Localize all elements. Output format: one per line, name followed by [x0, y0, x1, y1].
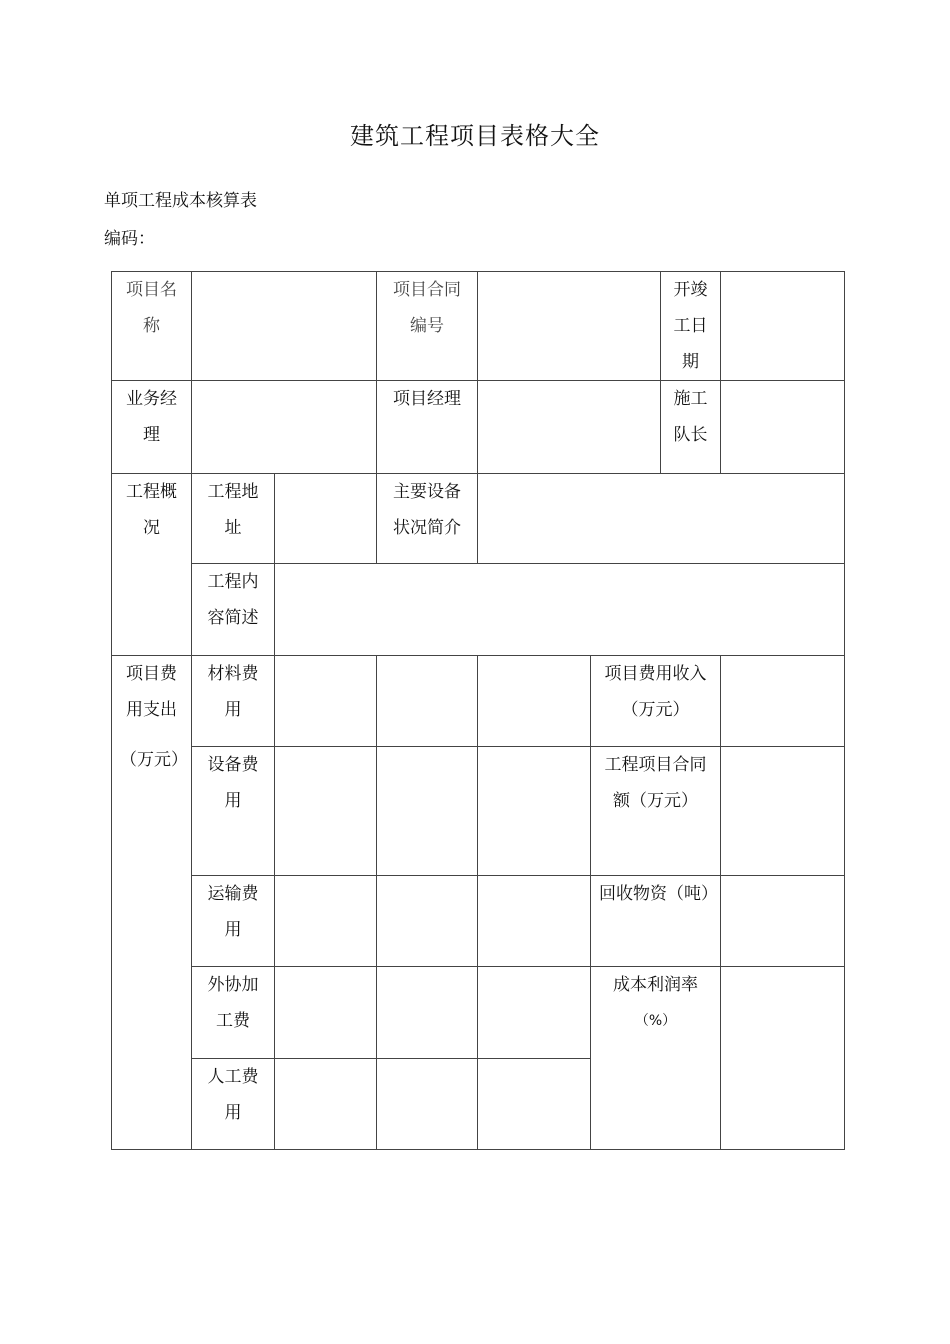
recycled-label: 回收物资（吨） — [591, 876, 721, 967]
table-row — [112, 967, 845, 1059]
outsourcing-field-3[interactable] — [478, 967, 591, 1059]
project-manager-label: 项目经理 — [377, 381, 478, 474]
material-field-1[interactable] — [275, 656, 377, 747]
recycled-field[interactable] — [721, 876, 845, 967]
contract-no-label: 项目合同编号 — [377, 272, 478, 381]
equipment-cost-field-1[interactable] — [275, 747, 377, 876]
profit-rate-label: 成本利润率 — [613, 975, 698, 995]
labor-field-3[interactable] — [478, 1059, 591, 1150]
income-field[interactable] — [721, 656, 845, 747]
table-row — [112, 564, 845, 656]
code-label: 编码： — [104, 229, 155, 249]
table-row — [112, 876, 845, 967]
material-field-2[interactable] — [377, 656, 478, 747]
profit-rate-cell — [591, 967, 721, 1150]
form-subtitle: 单项工程成本核算表 — [104, 191, 257, 211]
overview-label: 工程概况 — [112, 474, 192, 656]
outsourcing-field-1[interactable] — [275, 967, 377, 1059]
transport-field-3[interactable] — [478, 876, 591, 967]
outsourcing-field-2[interactable] — [377, 967, 478, 1059]
project-name-field[interactable] — [192, 272, 377, 381]
table-row — [112, 747, 845, 876]
contract-amount-field[interactable] — [721, 747, 845, 876]
material-label: 材料费用 — [192, 656, 275, 747]
expense-unit: （万元） — [120, 750, 188, 770]
cost-accounting-table — [111, 271, 845, 1150]
outsourcing-label: 外协加工费 — [192, 967, 275, 1059]
content-label: 工程内容简述 — [192, 564, 275, 656]
expense-label: 项目费用支出 — [126, 664, 177, 720]
project-name-label: 项目名称 — [112, 272, 192, 381]
start-end-date-label: 开竣工日期 — [661, 272, 721, 381]
labor-label: 人工费用 — [192, 1059, 275, 1150]
address-label: 工程地址 — [192, 474, 275, 564]
business-manager-label: 业务经理 — [112, 381, 192, 474]
contract-no-field[interactable] — [478, 272, 661, 381]
table-row — [112, 272, 845, 381]
income-label: 项目费用收入（万元） — [591, 656, 721, 747]
table-row — [112, 474, 845, 564]
team-leader-field[interactable] — [721, 381, 845, 474]
equipment-cost-label: 设备费用 — [192, 747, 275, 876]
transport-field-2[interactable] — [377, 876, 478, 967]
material-field-3[interactable] — [478, 656, 591, 747]
transport-field-1[interactable] — [275, 876, 377, 967]
profit-rate-unit: （%） — [634, 1013, 677, 1029]
table-row — [112, 381, 845, 474]
project-manager-field[interactable] — [478, 381, 661, 474]
page-title: 建筑工程项目表格大全 — [350, 122, 600, 150]
labor-field-1[interactable] — [275, 1059, 377, 1150]
equipment-field[interactable] — [478, 474, 845, 564]
address-field[interactable] — [275, 474, 377, 564]
content-field[interactable] — [275, 564, 845, 656]
labor-field-2[interactable] — [377, 1059, 478, 1150]
expense-label-cell — [112, 656, 192, 1150]
table-row — [112, 656, 845, 747]
equipment-label: 主要设备状况简介 — [377, 474, 478, 564]
equipment-cost-field-2[interactable] — [377, 747, 478, 876]
contract-amount-label: 工程项目合同额（万元） — [591, 747, 721, 876]
team-leader-label: 施工队长 — [661, 381, 721, 474]
profit-rate-field[interactable] — [721, 967, 845, 1150]
transport-label: 运输费用 — [192, 876, 275, 967]
equipment-cost-field-3[interactable] — [478, 747, 591, 876]
start-end-date-field[interactable] — [721, 272, 845, 381]
business-manager-field[interactable] — [192, 381, 377, 474]
